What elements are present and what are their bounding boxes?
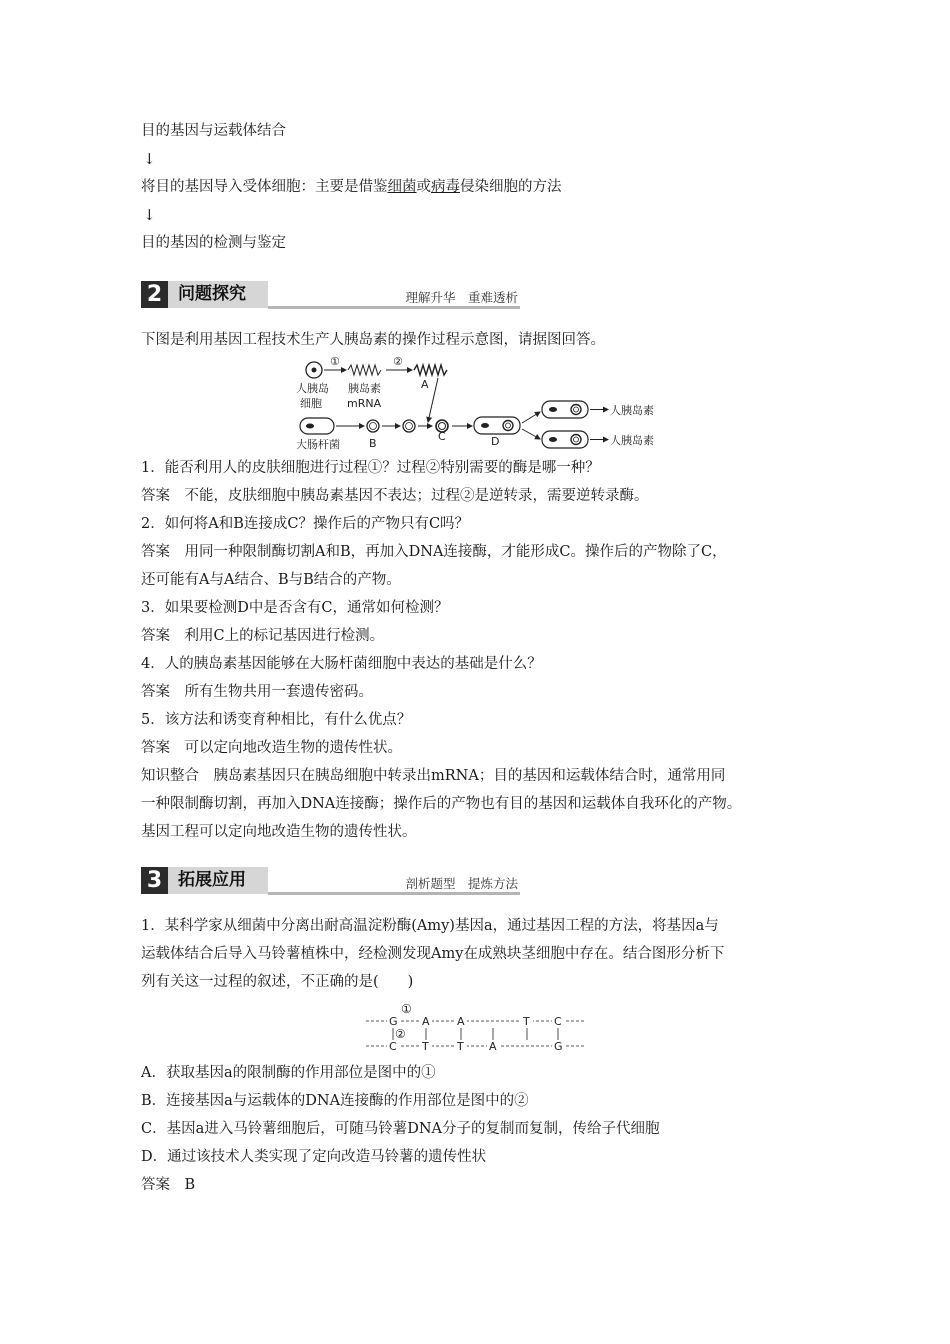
section-rule bbox=[268, 892, 520, 895]
section-number: 2 bbox=[141, 281, 168, 308]
gene-a-dna bbox=[414, 365, 447, 375]
ecoli-icon bbox=[300, 418, 334, 434]
final-answer: 答案 B bbox=[141, 1177, 196, 1193]
section-header-3 bbox=[141, 867, 520, 895]
question-1: 1．能否利用人的皮肤细胞进行过程①？过程②特别需要的酶是哪一种？ bbox=[141, 460, 600, 476]
section-title: 拓展应用 bbox=[178, 870, 246, 890]
flow-step-2-suffix: 侵染细胞的方法 bbox=[460, 179, 562, 195]
plasmid-intermediate-icon bbox=[403, 420, 415, 432]
section-subtitle: 剖析题型 提炼方法 bbox=[405, 876, 518, 891]
problem-line-2: 运载体结合后导入马铃薯植株中，经检测发现Amy在成熟块茎细胞中存在。结合图形分析下 bbox=[141, 946, 725, 962]
flow-step-2 bbox=[141, 177, 562, 197]
ecoli-label: 大肠杆菌 bbox=[296, 438, 340, 451]
flow-step-3: 目的基因的检测与鉴定 bbox=[141, 235, 286, 251]
dna-bottom-base-2: T bbox=[422, 1040, 429, 1053]
section-header-2 bbox=[141, 281, 520, 309]
dna-mark-1: ① bbox=[401, 1002, 412, 1016]
flow-step-2-bacteria: 细菌 bbox=[387, 179, 417, 195]
dna-top-base-2: A bbox=[422, 1015, 430, 1028]
flow-step-2-or: 或 bbox=[416, 179, 431, 195]
problem-line-1: 1．某科学家从细菌中分离出耐高温淀粉酶(Amy)基因a，通过基因工程的方法，将基因a与 bbox=[141, 918, 719, 934]
option-d: D．通过该技术人类实现了定向改造马铃薯的遗传性状 bbox=[141, 1149, 487, 1165]
cell-label-1: 人胰岛 bbox=[296, 382, 329, 395]
section-subtitle: 理解升华 重难透析 bbox=[405, 290, 518, 305]
section-rule bbox=[268, 306, 520, 309]
dna-top-base-4: T bbox=[523, 1015, 530, 1028]
dna-mark-2: ② bbox=[395, 1027, 406, 1041]
plasmid-b-label: B bbox=[369, 437, 377, 450]
output-1-label: 人胰岛素 bbox=[610, 404, 654, 417]
insulin-process-diagram bbox=[290, 356, 670, 456]
flow-step-2-prefix: 将目的基因导入受体细胞：主要是借鉴 bbox=[141, 179, 388, 195]
question-5: 5．该方法和诱变育种相比，有什么优点？ bbox=[141, 712, 412, 728]
cell-label-2: 细胞 bbox=[300, 397, 322, 410]
down-arrow-icon: ↓ bbox=[143, 206, 156, 224]
answer-1: 答案 不能，皮肤细胞中胰岛素基因不表达；过程②是逆转录，需要逆转录酶。 bbox=[141, 488, 649, 504]
recombinant-c-label: C bbox=[438, 430, 446, 443]
answer-4: 答案 所有生物共用一套遗传密码。 bbox=[141, 684, 373, 700]
mrna-wave bbox=[348, 365, 381, 375]
option-c: C．基因a进入马铃薯细胞后，可随马铃薯DNA分子的复制而复制，传给子代细胞 bbox=[141, 1121, 660, 1137]
dna-top-base-1: G bbox=[389, 1015, 398, 1028]
gene-a-label: A bbox=[421, 378, 429, 391]
dna-diagram bbox=[362, 1000, 592, 1056]
mrna-label-1: 胰岛素 bbox=[348, 382, 381, 395]
cell-d-label: D bbox=[491, 435, 500, 448]
step-1-label: ① bbox=[330, 356, 340, 368]
mrna-label-2: mRNA bbox=[347, 397, 382, 410]
dna-bottom-base-3: T bbox=[457, 1040, 464, 1053]
summary-line-3: 基因工程可以定向地改造生物的遗传性状。 bbox=[141, 824, 417, 840]
option-a: A．获取基因a的限制酶的作用部位是图中的① bbox=[141, 1065, 436, 1081]
flow-step-1: 目的基因与运载体结合 bbox=[141, 123, 286, 139]
flow-step-2-virus: 病毒 bbox=[431, 179, 460, 195]
question-3: 3．如果要检测D中是否含有C，通常如何检测？ bbox=[141, 600, 449, 616]
option-b: B．连接基因a与运载体的DNA连接酶的作用部位是图中的② bbox=[141, 1093, 529, 1109]
section-number: 3 bbox=[141, 867, 168, 894]
dna-top-base-5: C bbox=[554, 1015, 562, 1028]
summary-line-1: 知识整合 胰岛素基因只在胰岛细胞中转录出mRNA；目的基因和运载体结合时，通常用同 bbox=[141, 768, 726, 784]
output-2-label: 人胰岛素 bbox=[610, 434, 654, 447]
dna-bottom-base-4: A bbox=[489, 1040, 497, 1053]
down-arrow-icon: ↓ bbox=[143, 150, 156, 168]
problem-line-3: 列有关这一过程的叙述，不正确的是( ) bbox=[141, 974, 414, 990]
dna-bottom-base-1: C bbox=[389, 1040, 397, 1053]
plasmid-b-icon bbox=[367, 420, 379, 432]
answer-5: 答案 可以定向地改造生物的遗传性状。 bbox=[141, 740, 402, 756]
answer-3: 答案 利用C上的标记基因进行检测。 bbox=[141, 628, 385, 644]
step-2-label: ② bbox=[393, 356, 403, 368]
answer-2-cont: 还可能有A与A结合、B与B结合的产物。 bbox=[141, 572, 401, 588]
dna-top-base-3: A bbox=[457, 1015, 465, 1028]
question-2: 2．如何将A和B连接成C？操作后的产物只有C吗？ bbox=[141, 516, 470, 532]
intro-text: 下图是利用基因工程技术生产人胰岛素的操作过程示意图，请据图回答。 bbox=[141, 332, 605, 348]
dna-bottom-base-5: G bbox=[554, 1040, 563, 1053]
summary-line-2: 一种限制酶切割，再加入DNA连接酶；操作后的产物也有目的基因和运载体自我环化的产物。 bbox=[141, 796, 742, 812]
answer-2: 答案 用同一种限制酶切割A和B，再加入DNA连接酶，才能形成C。操作后的产物除了C， bbox=[141, 544, 727, 560]
section-title: 问题探究 bbox=[178, 284, 246, 304]
question-4: 4．人的胰岛素基因能够在大肠杆菌细胞中表达的基础是什么？ bbox=[141, 656, 542, 672]
